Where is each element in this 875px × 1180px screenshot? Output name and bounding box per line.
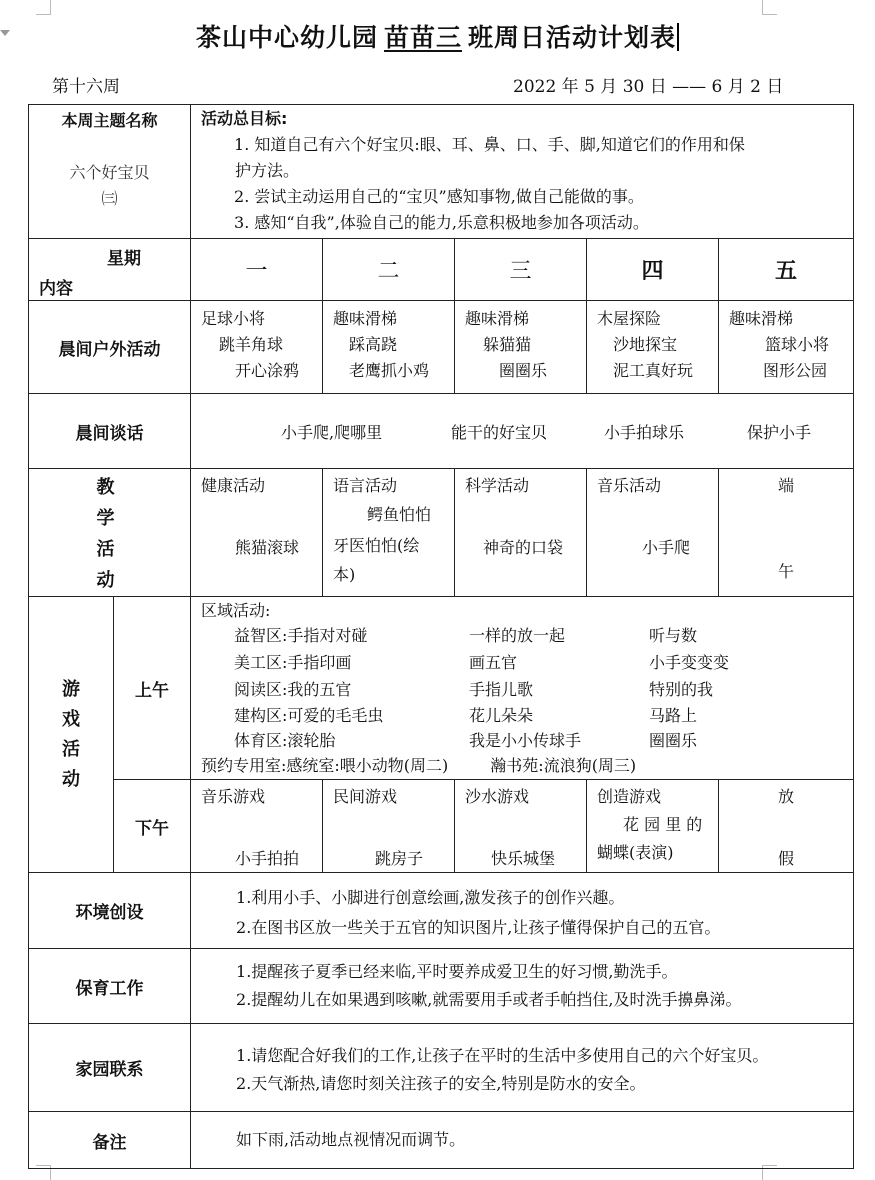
- goal-2: 2. 尝试主动运用自己的“宝贝”感知事物,做自己能做的事。: [234, 187, 644, 206]
- area-activity-2b: 画五官: [469, 653, 518, 672]
- day-header-fri: 五: [719, 239, 854, 301]
- theme-cell: [29, 105, 191, 239]
- morning-outdoor-thu: [587, 301, 719, 394]
- area-activity-1c: 听与数: [649, 626, 698, 645]
- outdoor-fri-3: 图形公园: [763, 361, 828, 380]
- teaching-mon-type: 健康活动: [201, 476, 266, 495]
- teaching-fri: [719, 469, 854, 597]
- games-pm-wed: [455, 780, 587, 873]
- games-char-4: 动: [62, 768, 80, 790]
- home-row: [29, 1024, 854, 1112]
- margin-mark-top-left: [36, 0, 51, 15]
- teaching-mon-name: 熊猫滚球: [235, 538, 300, 557]
- notes-cell: [191, 1112, 854, 1169]
- goals-header: 活动总目标:: [201, 109, 288, 128]
- area-row-3: [201, 676, 853, 703]
- area-activity-3b: 手指儿歌: [469, 680, 534, 699]
- outdoor-thu-2: 沙地探宝: [613, 335, 678, 354]
- teaching-wed: [455, 469, 587, 597]
- outdoor-fri-2: 篮球小将: [765, 335, 830, 354]
- theme-header: 本周主题名称: [61, 111, 158, 130]
- teaching-tue-name-2: 牙医怕怕(绘: [333, 536, 420, 555]
- margin-mark-top-right: [762, 0, 777, 15]
- goal-1-line-2: 护方法。: [235, 161, 300, 180]
- outdoor-wed-3: 圈圈乐: [499, 361, 548, 380]
- area-activity-2c: 小手变变变: [649, 653, 730, 672]
- care-line-2: 2.提醒幼儿在如果遇到咳嗽,就需要用手或者手帕挡住,及时洗手擤鼻涕。: [236, 990, 742, 1009]
- outdoor-wed-2: 躲猫猫: [483, 335, 532, 354]
- games-pm-tue: [323, 780, 455, 873]
- special-room: 预约专用室:感统室:喂小动物(周二): [201, 756, 449, 775]
- notes-text: 如下雨,活动地点视情况而调节。: [236, 1130, 466, 1149]
- outdoor-thu-1: 木屋探险: [597, 309, 662, 328]
- environment-row: [29, 873, 854, 949]
- area-activity-5b: 我是小小传球手: [469, 731, 582, 750]
- pm-fri-top: 放: [778, 787, 795, 806]
- pm-thu-type: 创造游戏: [597, 787, 662, 806]
- morning-outdoor-mon: [191, 301, 323, 394]
- morning-outdoor-row: [29, 301, 854, 394]
- area-row-4: [201, 703, 853, 728]
- corner-content-label: 内容: [39, 279, 73, 299]
- area-activities-cell: [191, 597, 854, 780]
- area-zone-4: 建构区:可爱的毛毛虫: [234, 706, 384, 725]
- area-activity-5c: 圈圈乐: [649, 731, 698, 750]
- teaching-row: [29, 469, 854, 597]
- morning-talk-label: 晨间谈话: [29, 394, 191, 469]
- outdoor-mon-1: 足球小将: [201, 309, 266, 328]
- care-cell: [191, 949, 854, 1024]
- area-zone-5: 体育区:滚轮胎: [234, 731, 336, 750]
- area-zone-3: 阅读区:我的五官: [234, 680, 352, 699]
- day-header-mon: 一: [191, 239, 323, 301]
- pm-fri-bottom: 假: [778, 849, 795, 868]
- corner-weekday-label: 星期: [107, 249, 141, 269]
- games-char-3: 活: [62, 738, 80, 760]
- environment-cell: [191, 873, 854, 949]
- area-zone-2: 美工区:手指印画: [234, 653, 352, 672]
- teaching-tue: [323, 469, 455, 597]
- teaching-tue-name-1: 鳄鱼怕怕: [367, 505, 432, 524]
- home-line-1: 1.请您配合好我们的工作,让孩子在平时的生活中多使用自己的六个好宝贝。: [236, 1046, 769, 1065]
- day-header-tue: 二: [323, 239, 455, 301]
- theme-part: ㈢: [101, 189, 118, 208]
- environment-line-2: 2.在图书区放一些关于五官的知识图片,让孩子懂得保护自己的五官。: [236, 918, 721, 937]
- morning-talk-row: [29, 394, 854, 469]
- teaching-tue-name-3: 本): [333, 565, 356, 584]
- special-room-2: 瀚书苑:流浪狗(周三): [490, 756, 637, 775]
- morning-talk-topics: [191, 394, 854, 469]
- outdoor-thu-3: 泥工真好玩: [613, 361, 694, 380]
- goal-3: 3. 感知“自我”,体验自己的能力,乐意积极地参加各项活动。: [234, 213, 649, 232]
- teaching-fri-bottom: 午: [778, 562, 795, 581]
- area-row-2: [201, 649, 853, 676]
- morning-outdoor-label: 晨间户外活动: [29, 301, 191, 394]
- area-row-1: [201, 622, 853, 649]
- teaching-wed-type: 科学活动: [465, 476, 530, 495]
- area-header: 区域活动:: [201, 601, 271, 620]
- games-pm-thu: [587, 780, 719, 873]
- area-row-5: [201, 728, 853, 753]
- week-label: 第十六周: [52, 77, 120, 97]
- talk-topic-2: 能干的好宝贝: [451, 423, 548, 442]
- morning-outdoor-tue: [323, 301, 455, 394]
- special-room-line: [201, 753, 853, 779]
- outdoor-tue-1: 趣味滑梯: [333, 309, 398, 328]
- outdoor-tue-2: 踩高跷: [349, 335, 398, 354]
- games-afternoon-row: [29, 780, 854, 873]
- talk-topic-3: 小手拍球乐: [604, 423, 685, 442]
- teaching-char-2: 学: [96, 508, 115, 529]
- environment-label: 环境创设: [29, 873, 191, 949]
- outdoor-fri-1: 趣味滑梯: [729, 309, 794, 328]
- teaching-mon: [191, 469, 323, 597]
- games-label: [29, 597, 114, 873]
- area-activity-1b: 一样的放一起: [469, 626, 566, 645]
- games-morning-row: [29, 597, 854, 780]
- weekly-plan-table: [28, 104, 854, 1169]
- day-header-thu: 四: [587, 239, 719, 301]
- date-range: 2022 年 5 月 30 日 —— 6 月 2 日: [513, 77, 784, 97]
- home-line-2: 2.天气渐热,请您时刻关注孩子的安全,特别是防水的安全。: [236, 1074, 646, 1093]
- pm-tue-name: 跳房子: [375, 849, 424, 868]
- teaching-thu-name: 小手爬: [642, 538, 691, 557]
- pm-thu-name-2: 蝴蝶(表演): [597, 843, 674, 862]
- outdoor-wed-1: 趣味滑梯: [465, 309, 530, 328]
- home-label: 家园联系: [29, 1024, 191, 1112]
- talk-topic-4: 保护小手: [747, 423, 812, 442]
- morning-outdoor-wed: [455, 301, 587, 394]
- pm-mon-type: 音乐游戏: [201, 787, 266, 806]
- outdoor-tue-3: 老鹰抓小鸡: [349, 361, 430, 380]
- pm-thu-name-1: 花 园 里 的: [623, 815, 703, 834]
- area-activity-3c: 特别的我: [649, 680, 714, 699]
- teaching-char-3: 活: [96, 539, 115, 560]
- talk-topic-1: 小手爬,爬哪里: [281, 423, 383, 442]
- games-char-2: 戏: [62, 708, 80, 730]
- weekday-header-row: [29, 239, 854, 301]
- care-label: 保育工作: [29, 949, 191, 1024]
- care-row: [29, 949, 854, 1024]
- pm-wed-name: 快乐城堡: [491, 849, 556, 868]
- weekday-content-corner: [29, 239, 191, 301]
- theme-name: 六个好宝贝: [69, 163, 150, 182]
- theme-row: [29, 105, 854, 239]
- title-class-name: 苗苗三: [383, 23, 462, 52]
- day-header-wed: 三: [455, 239, 587, 301]
- notes-label: 备注: [29, 1112, 191, 1169]
- area-activity-4b: 花儿朵朵: [469, 706, 534, 725]
- games-char-1: 游: [62, 678, 80, 700]
- games-morning-label: 上午: [114, 597, 191, 780]
- goal-1-line-1: 1. 知道自己有六个好宝贝:眼、耳、鼻、口、手、脚,知道它们的作用和保: [234, 135, 745, 154]
- text-cursor: [677, 23, 679, 51]
- teaching-tue-type: 语言活动: [333, 476, 398, 495]
- games-pm-mon: [191, 780, 323, 873]
- games-pm-fri: [719, 780, 854, 873]
- teaching-thu-type: 音乐活动: [597, 476, 662, 495]
- goals-cell: [191, 105, 854, 239]
- teaching-thu: [587, 469, 719, 597]
- area-zone-1: 益智区:手指对对碰: [234, 626, 368, 645]
- teaching-char-4: 动: [96, 570, 115, 591]
- environment-line-1: 1.利用小手、小脚进行创意绘画,激发孩子的创作兴趣。: [236, 888, 625, 907]
- teaching-fri-top: 端: [778, 476, 795, 495]
- pm-tue-type: 民间游戏: [333, 787, 398, 806]
- teaching-char-1: 教: [96, 477, 115, 498]
- games-afternoon-label: 下午: [114, 780, 191, 873]
- teaching-label: [29, 469, 191, 597]
- pm-wed-type: 沙水游戏: [465, 787, 530, 806]
- care-line-1: 1.提醒孩子夏季已经来临,平时要养成爱卫生的好习惯,勤洗手。: [236, 962, 678, 981]
- outdoor-mon-2: 跳羊角球: [219, 335, 284, 354]
- title-prefix: 茶山中心幼儿园: [195, 23, 378, 52]
- home-cell: [191, 1024, 854, 1112]
- pm-mon-name: 小手拍拍: [235, 849, 300, 868]
- title-suffix: 班周日活动计划表: [468, 23, 677, 52]
- teaching-wed-name: 神奇的口袋: [483, 538, 564, 557]
- notes-row: [29, 1112, 854, 1169]
- area-activity-4c: 马路上: [649, 706, 698, 725]
- page-title[interactable]: [0, 18, 875, 54]
- outdoor-mon-3: 开心涂鸦: [235, 361, 300, 380]
- morning-outdoor-fri: [719, 301, 854, 394]
